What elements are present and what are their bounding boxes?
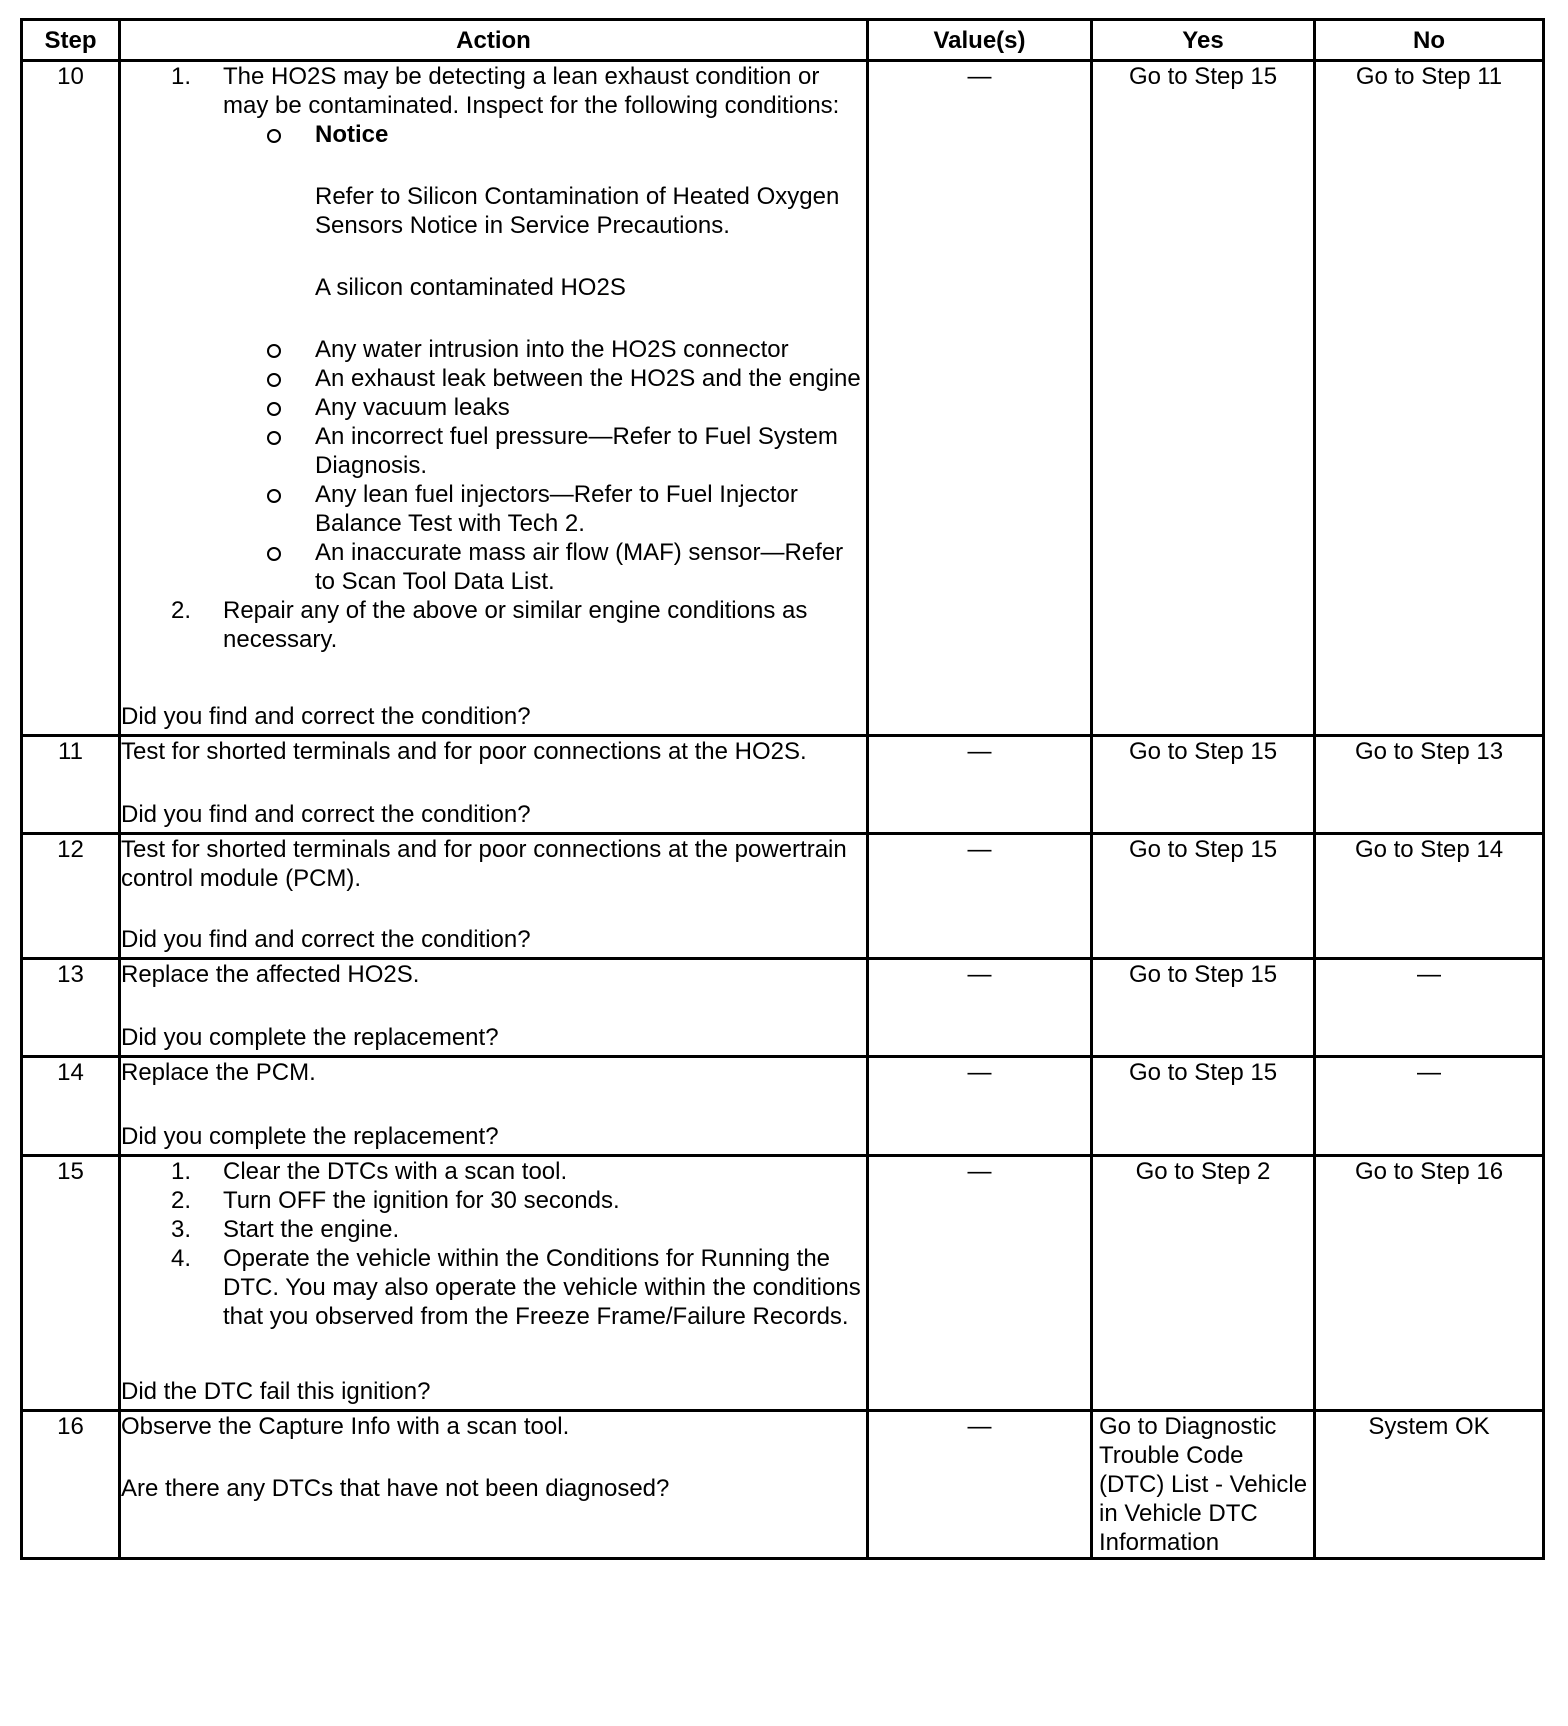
question-text: Did you find and correct the condition? bbox=[121, 926, 531, 953]
table-row-step-14 bbox=[22, 1057, 1544, 1156]
yes-cell: Go to Step 15 bbox=[1092, 834, 1315, 959]
list-item: 2. Turn OFF the ignition for 30 seconds. bbox=[171, 1187, 620, 1214]
step-number: 16 bbox=[22, 1411, 120, 1559]
step-number: 11 bbox=[22, 736, 120, 834]
action-text: Test for shorted terminals and for poor connections at the powertrain control module (PCM). bbox=[121, 836, 847, 892]
list-item: Any lean fuel injectors—Refer to Fuel Injector Balance Test with Tech 2. bbox=[223, 480, 866, 538]
action-text: Repair any of the above or similar engine conditions as necessary. bbox=[223, 597, 808, 653]
list-item: Any water intrusion into the HO2S connector bbox=[223, 335, 866, 364]
header-yes: Yes bbox=[1092, 20, 1315, 61]
bullet-icon bbox=[267, 431, 281, 445]
table-row-step-15 bbox=[22, 1156, 1544, 1411]
action-cell bbox=[120, 834, 868, 959]
question-text: Did you complete the replacement? bbox=[121, 1024, 499, 1051]
header-values: Value(s) bbox=[868, 20, 1092, 61]
no-cell: Go to Step 14 bbox=[1315, 834, 1544, 959]
notice-text: Refer to Silicon Contamination of Heated Oxygen Sensors Notice in Service Precautions. bbox=[315, 183, 840, 239]
step-number: 14 bbox=[22, 1057, 120, 1156]
bullet-icon bbox=[267, 344, 281, 358]
list-item: 4. Operate the vehicle within the Conditions for Running the DTC. You may also operate the vehicle within the conditions that you observed from the Freeze Frame/Failure Records. bbox=[171, 1245, 861, 1330]
table-row-step-16 bbox=[22, 1411, 1544, 1559]
question-text: Did you complete the replacement? bbox=[121, 1123, 499, 1150]
question-text: Did the DTC fail this ignition? bbox=[121, 1378, 431, 1405]
list-item: An exhaust leak between the HO2S and the engine bbox=[223, 364, 866, 393]
table-row-step-12 bbox=[22, 834, 1544, 959]
action-cell bbox=[120, 61, 868, 736]
header-row bbox=[22, 20, 1544, 61]
notice-item bbox=[223, 120, 866, 302]
no-cell: — bbox=[1315, 1057, 1544, 1156]
yes-cell: Go to Step 15 bbox=[1092, 736, 1315, 834]
bullet-icon bbox=[267, 129, 281, 143]
bullet-icon bbox=[267, 373, 281, 387]
no-cell: — bbox=[1315, 959, 1544, 1057]
step-number: 10 bbox=[22, 61, 120, 736]
question-text: Did you find and correct the condition? bbox=[121, 801, 531, 828]
value-cell: — bbox=[868, 61, 1092, 736]
action-cell bbox=[120, 736, 868, 834]
list-item: Any vacuum leaks bbox=[223, 393, 866, 422]
no-cell: Go to Step 11 bbox=[1315, 61, 1544, 736]
action-text: Replace the affected HO2S. bbox=[121, 961, 420, 988]
step-number: 15 bbox=[22, 1156, 120, 1411]
value-cell: — bbox=[868, 736, 1092, 834]
action-cell bbox=[120, 1411, 868, 1559]
question-text: Are there any DTCs that have not been diagnosed? bbox=[121, 1475, 670, 1502]
list-item: 1. Clear the DTCs with a scan tool. bbox=[171, 1158, 568, 1185]
bullet-icon bbox=[267, 489, 281, 503]
question-text: Did you find and correct the condition? bbox=[121, 703, 531, 730]
table-row-step-10 bbox=[22, 61, 1544, 736]
list-item: An incorrect fuel pressure—Refer to Fuel System Diagnosis. bbox=[223, 422, 866, 480]
header-action: Action bbox=[120, 20, 868, 61]
header-no: No bbox=[1315, 20, 1544, 61]
action-text: Test for shorted terminals and for poor connections at the HO2S. bbox=[121, 738, 807, 765]
no-cell: Go to Step 16 bbox=[1315, 1156, 1544, 1411]
action-text: Observe the Capture Info with a scan tool. bbox=[121, 1413, 570, 1440]
value-cell: — bbox=[868, 1057, 1092, 1156]
yes-cell: Go to Step 15 bbox=[1092, 61, 1315, 736]
table-row-step-11 bbox=[22, 736, 1544, 834]
action-text: The HO2S may be detecting a lean exhaust condition or may be contaminated. Inspect for the following conditions: bbox=[223, 63, 840, 119]
bullet-icon bbox=[267, 402, 281, 416]
yes-cell: Go to Step 2 bbox=[1092, 1156, 1315, 1411]
no-cell: Go to Step 13 bbox=[1315, 736, 1544, 834]
action-text: Replace the PCM. bbox=[121, 1059, 316, 1086]
step-number: 13 bbox=[22, 959, 120, 1057]
list-item: 1. The HO2S may be detecting a lean exhaust condition or may be contaminated. Inspect for the following conditions: Notice Refer to Silicon Contamination of Heated Oxygen Sensors Notice in Service Precautions. A silicon contaminated HO2S Any water intrusion into the HO2S connector An exhaust leak between the HO2S and the engine Any vacuum leaks An incorrect fuel pressure—Refer to Fuel System Diagnosis. Any lean fuel injectors—Refer to Fuel Injector Balance Test with Tech 2. An inaccurate mass air flow (MAF) sensor—Refer to Scan Tool Data List. bbox=[121, 62, 866, 596]
yes-cell: Go to Step 15 bbox=[1092, 959, 1315, 1057]
action-cell bbox=[120, 1156, 868, 1411]
diagnostic-table bbox=[20, 18, 1545, 1560]
header-step: Step bbox=[22, 20, 120, 61]
list-item: 3. Start the engine. bbox=[171, 1216, 400, 1243]
notice-text: A silicon contaminated HO2S bbox=[315, 274, 626, 301]
action-cell bbox=[120, 1057, 868, 1156]
yes-cell: Go to Step 15 bbox=[1092, 1057, 1315, 1156]
list-item: An inaccurate mass air flow (MAF) sensor—Refer to Scan Tool Data List. bbox=[223, 538, 866, 596]
table-row-step-13 bbox=[22, 959, 1544, 1057]
value-cell: — bbox=[868, 1411, 1092, 1559]
value-cell: — bbox=[868, 1156, 1092, 1411]
notice-title: Notice bbox=[315, 121, 389, 148]
action-cell bbox=[120, 959, 868, 1057]
step-number: 12 bbox=[22, 834, 120, 959]
list-item: 2. Repair any of the above or similar engine conditions as necessary. bbox=[121, 596, 866, 654]
value-cell: — bbox=[868, 834, 1092, 959]
yes-cell: Go to Diagnostic Trouble Code (DTC) List - Vehicle in Vehicle DTC Information bbox=[1092, 1411, 1315, 1559]
bullet-icon bbox=[267, 547, 281, 561]
value-cell: — bbox=[868, 959, 1092, 1057]
no-cell: System OK bbox=[1315, 1411, 1544, 1559]
